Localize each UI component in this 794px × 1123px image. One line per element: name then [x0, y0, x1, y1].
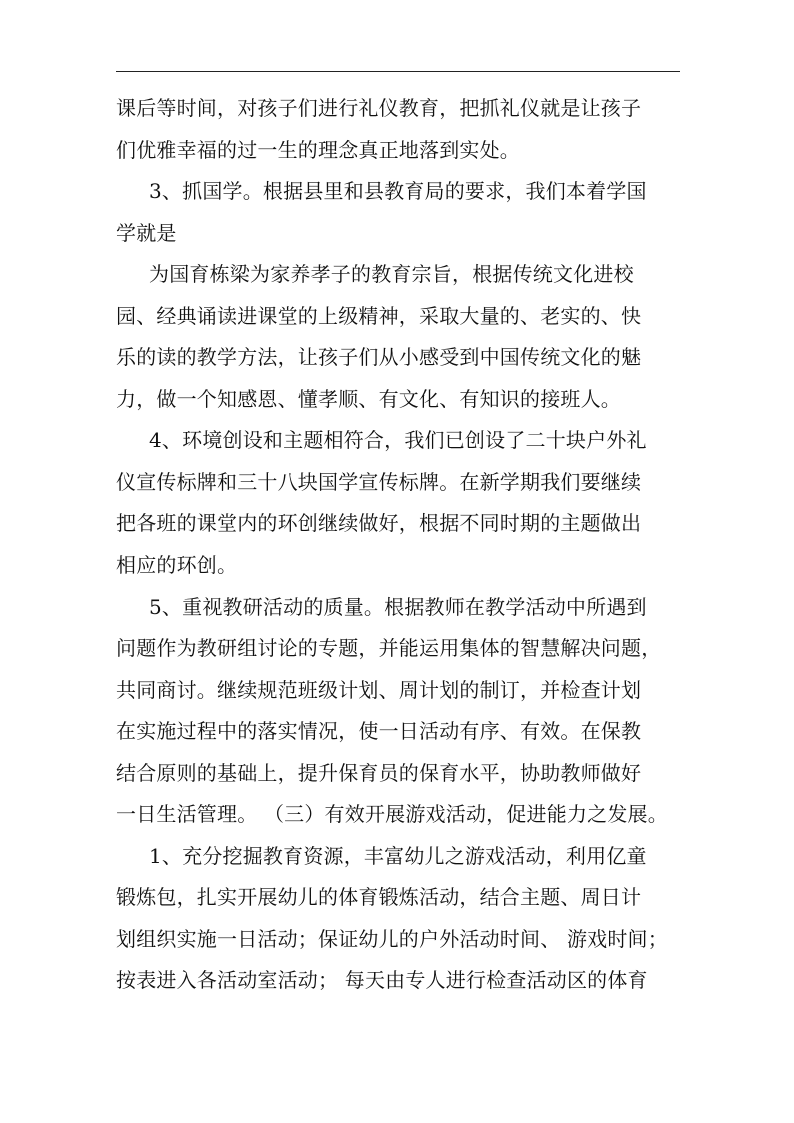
text-line: 在实施过程中的落实情况，使一日活动有序、有效。在保教: [116, 719, 642, 744]
text-line: 仪宣传标牌和三十八块国学宣传标牌。在新学期我们要继续: [116, 469, 642, 494]
text-line: 力，做一个知感恩、懂孝顺、有文化、有知识的接班人。: [116, 386, 621, 411]
text-line: 锻炼包，扎实开展幼儿的体育锻炼活动，结合主题、周日计: [116, 885, 642, 910]
text-line: 按表进入各活动室活动； 每天由专人进行检查活动区的体育: [116, 968, 648, 993]
text-line: 5、重视教研活动的质量。根据教师在教学活动中所遇到: [149, 594, 647, 619]
text-line: 为国育栋梁为家养孝子的教育宗旨，根据传统文化进校: [149, 262, 634, 287]
text-line: 乐的读的教学方法，让孩子们从小感受到中国传统文化的魅: [116, 345, 642, 370]
text-line: 划组织实施一日活动；保证幼儿的户外活动时间、 游戏时间；: [116, 926, 668, 951]
text-line: 4、环境创设和主题相符合，我们已创设了二十块户外礼: [149, 428, 647, 453]
text-line: 问题作为教研组讨论的专题，并能运用集体的智慧解决问题，: [116, 636, 662, 661]
text-line: 园、经典诵读进课堂的上级精神，采取大量的、老实的、快: [116, 303, 642, 328]
text-line: 3、抓国学。根据县里和县教育局的要求，我们本着学国: [149, 179, 647, 204]
text-line: 们优雅幸福的过一生的理念真正地落到实处。: [116, 137, 520, 162]
text-line: 相应的环创。: [116, 553, 238, 578]
text-line: 1、充分挖掘教育资源，丰富幼儿之游戏活动，利用亿童: [149, 843, 647, 868]
text-line: 学就是: [116, 220, 177, 245]
document-body: [116, 88, 686, 1002]
text-line: 共同商讨。继续规范班级计划、周计划的制订，并检查计划: [116, 677, 642, 702]
text-line: 课后等时间，对孩子们进行礼仪教育，把抓礼仪就是让孩子: [116, 96, 642, 120]
text-line: 把各班的课堂内的环创继续做好，根据不同时期的主题做出: [116, 511, 642, 536]
text-line: 结合原则的基础上，提升保育员的保育水平，协助教师做好: [116, 760, 642, 785]
text-line: 一日生活管理。 （三）有效开展游戏活动，促进能力之发展。: [116, 802, 668, 827]
header-rule: [116, 71, 680, 72]
